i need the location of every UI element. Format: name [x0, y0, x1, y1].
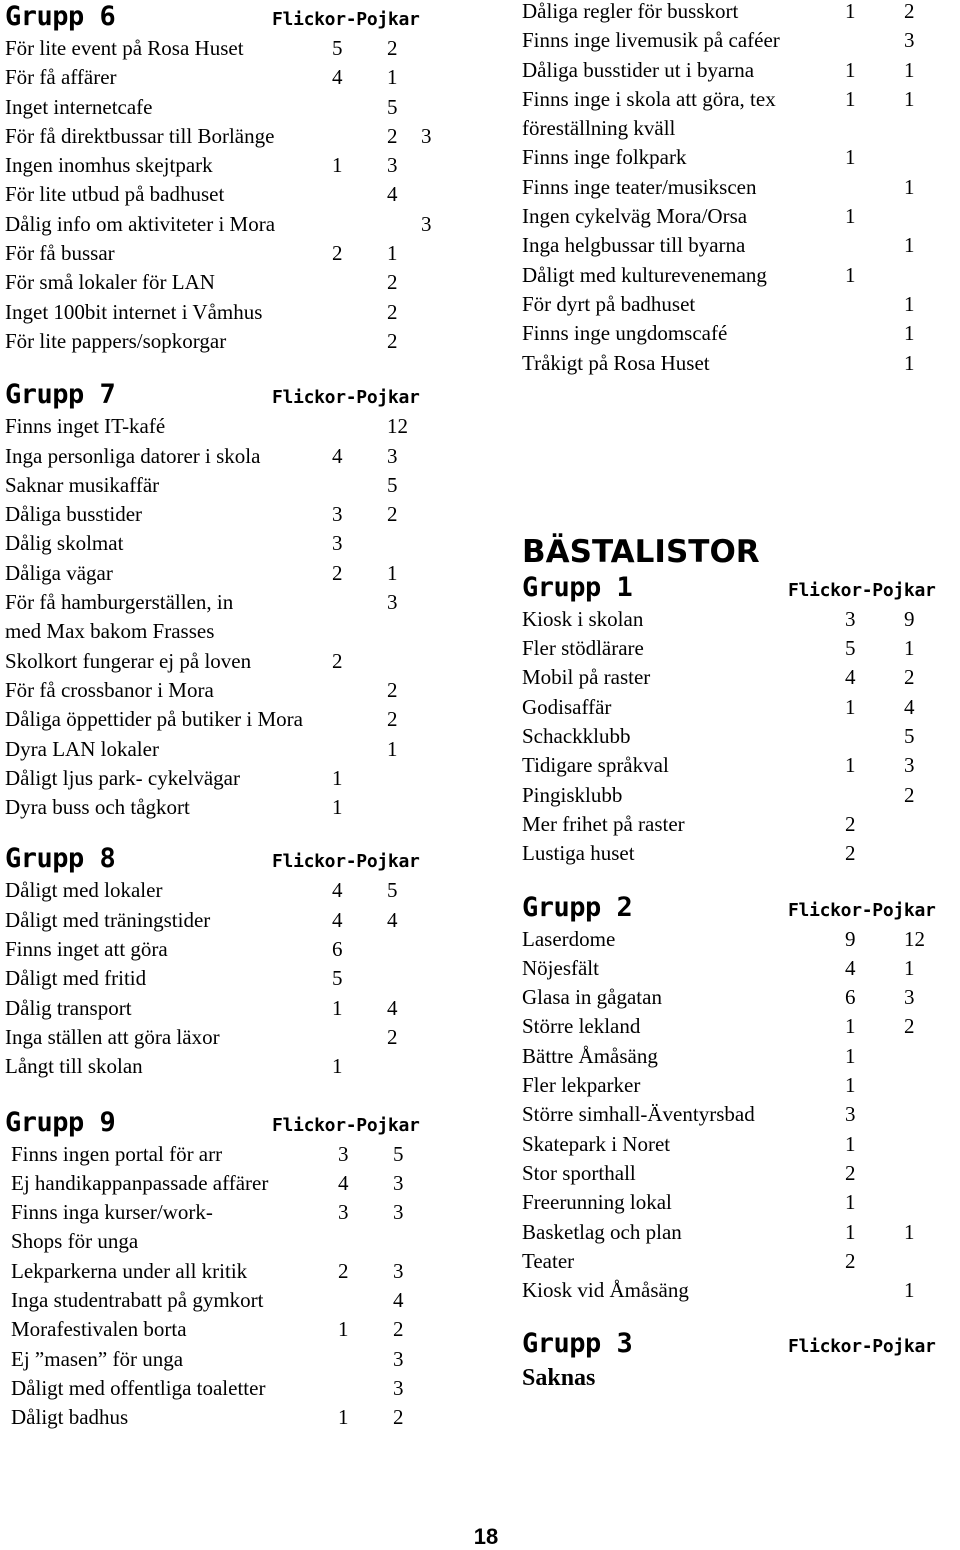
table-row: [5, 1140, 455, 1169]
table-row: [522, 143, 960, 172]
left-column: [5, 0, 455, 1432]
group-header: [5, 842, 455, 876]
count-flickor: 1: [845, 0, 856, 23]
table-row: [5, 1169, 455, 1198]
group-header: [522, 571, 960, 605]
group-block: [5, 0, 455, 356]
table-row: [5, 1227, 455, 1256]
group-note: Saknas: [522, 1365, 596, 1392]
row-label: Dåligt med träningstider: [5, 907, 211, 932]
count-pojkar: 1: [904, 233, 915, 258]
row-label: Shops för unga: [11, 1229, 139, 1254]
bastalistor-heading: BÄSTALISTOR: [522, 533, 760, 570]
table-row: [522, 290, 960, 319]
table-row: [522, 56, 960, 85]
count-flickor: 1: [845, 204, 856, 229]
count-flickor: 5: [332, 966, 343, 991]
count-pojkar: 5: [387, 878, 398, 903]
table-row: [5, 93, 455, 122]
table-row: [5, 705, 455, 734]
table-row: [5, 500, 455, 529]
count-flickor: 1: [332, 765, 343, 790]
row-label: Dåligt med lokaler: [5, 878, 163, 903]
table-row: [5, 1198, 455, 1227]
table-row: [5, 617, 455, 646]
count-flickor: 5: [845, 636, 856, 661]
count-flickor: 2: [845, 1248, 856, 1273]
count-flickor: 2: [845, 841, 856, 866]
count-pojkar: 1: [904, 636, 915, 661]
row-label: Större lekland: [522, 1014, 641, 1039]
table-row: [522, 349, 960, 378]
table-row: [522, 1276, 960, 1305]
group-block: [5, 378, 455, 822]
count-flickor: 4: [332, 443, 343, 468]
table-row: [5, 298, 455, 327]
count-pojkar: 1: [387, 241, 398, 266]
table-row: [522, 26, 960, 55]
count-pojkar: 1: [904, 1219, 915, 1244]
group-title: Grupp 3: [522, 1328, 633, 1360]
row-label: Dåliga regler för busskort: [522, 0, 739, 23]
count-pojkar: 1: [904, 291, 915, 316]
count-pojkar: 4: [904, 694, 915, 719]
count-pojkar: 1: [904, 174, 915, 199]
count-pojkar: 1: [904, 321, 915, 346]
flickor-pojkar-label: Flickor-Pojkar: [272, 1114, 420, 1136]
table-row: [522, 1071, 960, 1100]
row-label: Kiosk i skolan: [522, 606, 644, 631]
group-block: [5, 842, 455, 1081]
row-label: Laserdome: [522, 926, 616, 951]
count-flickor: 4: [332, 65, 343, 90]
count-flickor: 1: [332, 1054, 343, 1079]
count-flickor: 3: [845, 1102, 856, 1127]
table-row: [522, 1188, 960, 1217]
table-row: [5, 63, 455, 92]
row-label: Inga ställen att göra läxor: [5, 1024, 220, 1049]
row-label: Pingisklubb: [522, 782, 623, 807]
count-pojkar: 3: [393, 1200, 404, 1225]
row-label: Ingen inomhus skejtpark: [5, 153, 213, 178]
count-pojkar: 5: [393, 1141, 404, 1166]
table-row: [5, 210, 455, 239]
flickor-pojkar-label: Flickor-Pojkar: [788, 1336, 936, 1358]
row-label: Dåliga öppettider på butiker i Mora: [5, 707, 303, 732]
row-label: Glasa in gågatan: [522, 985, 662, 1010]
row-label: Finns inge folkpark: [522, 145, 687, 170]
table-row: [5, 559, 455, 588]
count-pojkar: 3: [393, 1258, 404, 1283]
table-row: [522, 1100, 960, 1129]
flickor-pojkar-label: Flickor-Pojkar: [272, 387, 420, 409]
table-row: [522, 261, 960, 290]
table-row: [522, 839, 960, 868]
row-label: med Max bakom Frasses: [5, 619, 215, 644]
count-flickor: 1: [845, 145, 856, 170]
row-label: Skolkort fungerar ej på loven: [5, 648, 252, 673]
count-flickor: 4: [338, 1170, 349, 1195]
table-row: [5, 935, 455, 964]
row-label: För dyrt på badhuset: [522, 291, 696, 316]
count-pojkar: 3: [387, 590, 398, 615]
row-label: Finns ingen portal för arr: [11, 1141, 223, 1166]
count-pojkar: 2: [904, 782, 915, 807]
count-pojkar: 3: [387, 443, 398, 468]
count-flickor: 1: [845, 57, 856, 82]
table-row: [5, 764, 455, 793]
row-label: Finns inget att göra: [5, 937, 168, 962]
table-row: [522, 781, 960, 810]
row-label: Godisaffär: [522, 694, 612, 719]
count-flickor: 1: [845, 753, 856, 778]
row-label: Fler lekparker: [522, 1073, 641, 1098]
count-pojkar: 3: [904, 753, 915, 778]
count-pojkar: 2: [393, 1317, 404, 1342]
group-header: [522, 1327, 960, 1361]
table-row: [522, 925, 960, 954]
count-pojkar: 1: [904, 86, 915, 111]
row-label: För få affärer: [5, 65, 117, 90]
count-flickor: 6: [332, 937, 343, 962]
flickor-pojkar-label: Flickor-Pojkar: [788, 579, 936, 601]
count-flickor: 1: [845, 262, 856, 287]
row-label: För lite pappers/sopkorgar: [5, 328, 227, 353]
table-row: [5, 1403, 455, 1432]
count-pojkar: 12: [904, 926, 925, 951]
table-row: [522, 605, 960, 634]
group-header: [5, 378, 455, 412]
table-row: [5, 442, 455, 471]
count-pojkar: 2: [387, 502, 398, 527]
table-row: [522, 954, 960, 983]
flickor-pojkar-label: Flickor-Pojkar: [788, 899, 936, 921]
count-flickor: 4: [845, 665, 856, 690]
count-pojkar: 1: [904, 57, 915, 82]
table-row: [522, 114, 960, 143]
table-row: [522, 634, 960, 663]
row-label: För få bussar: [5, 241, 115, 266]
table-row: [5, 1023, 455, 1052]
count-extra: 3: [421, 211, 432, 236]
count-flickor: 9: [845, 926, 856, 951]
count-pojkar: 5: [387, 94, 398, 119]
count-flickor: 1: [332, 795, 343, 820]
count-pojkar: 1: [387, 736, 398, 761]
row-label: Dåliga busstider: [5, 502, 143, 527]
row-label: Dåligt med kulturevenemang: [522, 262, 767, 287]
count-flickor: 1: [845, 694, 856, 719]
table-row: [522, 0, 960, 26]
table-row: [5, 1345, 455, 1374]
table-row: [522, 202, 960, 231]
row-label: Skatepark i Noret: [522, 1131, 671, 1156]
row-label: För små lokaler för LAN: [5, 270, 215, 295]
table-row: [522, 1247, 960, 1276]
group-title: Grupp 9: [5, 1106, 116, 1138]
count-flickor: 3: [338, 1200, 349, 1225]
table-row: [522, 693, 960, 722]
row-label: Långt till skolan: [5, 1054, 143, 1079]
count-flickor: 1: [332, 153, 343, 178]
table-row: [522, 1159, 960, 1188]
flickor-pojkar-label: Flickor-Pojkar: [272, 851, 420, 873]
row-label: Stor sporthall: [522, 1160, 636, 1185]
count-pojkar: 9: [904, 606, 915, 631]
table-row: [5, 588, 455, 617]
count-flickor: 3: [332, 502, 343, 527]
count-flickor: 4: [845, 955, 856, 980]
table-row: [522, 751, 960, 780]
count-flickor: 2: [845, 1160, 856, 1185]
row-label: Bättre Åmåsäng: [522, 1043, 658, 1068]
row-label: Morafestivalen borta: [11, 1317, 187, 1342]
table-row: [5, 1374, 455, 1403]
group-title: Grupp 7: [5, 379, 116, 411]
table-row: [5, 647, 455, 676]
row-label: Dåliga busstider ut i byarna: [522, 57, 755, 82]
count-flickor: 2: [332, 560, 343, 585]
count-pojkar: 2: [387, 328, 398, 353]
count-pojkar: 3: [904, 985, 915, 1010]
count-pojkar: 5: [387, 472, 398, 497]
table-row: [522, 319, 960, 348]
group-block: [522, 891, 960, 1306]
row-label: Saknar musikaffär: [5, 472, 160, 497]
row-label: För lite utbud på badhuset: [5, 182, 225, 207]
row-label: Mer frihet på raster: [522, 811, 685, 836]
count-pojkar: 12: [387, 414, 408, 439]
count-flickor: 1: [845, 1131, 856, 1156]
count-pojkar: 2: [387, 270, 398, 295]
count-pojkar: 2: [387, 299, 398, 324]
count-pojkar: 5: [904, 724, 915, 749]
count-pojkar: 1: [904, 1278, 915, 1303]
table-row: [5, 1315, 455, 1344]
count-pojkar: 2: [904, 0, 915, 23]
count-flickor: 1: [338, 1405, 349, 1430]
count-flickor: 1: [845, 1014, 856, 1039]
count-pojkar: 3: [393, 1346, 404, 1371]
row-label: Kiosk vid Åmåsäng: [522, 1278, 689, 1303]
row-label: Finns inge livemusik på caféer: [522, 28, 780, 53]
table-row: [5, 122, 455, 151]
row-label: För få hamburgerställen, in: [5, 590, 234, 615]
count-flickor: 1: [845, 1219, 856, 1244]
count-pojkar: 2: [387, 36, 398, 60]
table-row: [5, 34, 455, 63]
table-row: [5, 676, 455, 705]
group-title: Grupp 2: [522, 891, 633, 923]
row-label: Dyra LAN lokaler: [5, 736, 159, 761]
row-label: Freerunning lokal: [522, 1190, 672, 1215]
row-label: Finns inga kurser/work-: [11, 1200, 213, 1225]
table-row: [5, 964, 455, 993]
row-label: Ingen cykelväg Mora/Orsa: [522, 204, 748, 229]
table-row: [522, 983, 960, 1012]
group-header: [5, 0, 455, 34]
count-flickor: 1: [845, 1073, 856, 1098]
row-label: Inget 100bit internet i Våmhus: [5, 299, 263, 324]
group-header: [522, 891, 960, 925]
count-flickor: 2: [845, 811, 856, 836]
table-row: [5, 994, 455, 1023]
group-block: [522, 1327, 960, 1395]
table-row: [522, 1218, 960, 1247]
page-number: 18: [473, 1524, 499, 1549]
row-label: Dålig info om aktiviteter i Mora: [5, 211, 276, 236]
table-row: [522, 1042, 960, 1071]
table-row: [522, 810, 960, 839]
row-label: Ej handikappanpassade affärer: [11, 1170, 269, 1195]
table-row: [5, 906, 455, 935]
group-title: Grupp 6: [5, 1, 116, 32]
table-row: [5, 327, 455, 356]
count-pojkar: 4: [387, 995, 398, 1020]
count-pojkar: 2: [904, 665, 915, 690]
group-block: [522, 571, 960, 869]
row-label: föreställning kväll: [522, 116, 676, 141]
group-block: [5, 1106, 455, 1433]
count-pojkar: 3: [904, 28, 915, 53]
count-pojkar: 1: [387, 560, 398, 585]
count-pojkar: 1: [904, 350, 915, 375]
count-pojkar: 2: [387, 707, 398, 732]
row-label: Finns inge teater/musikscen: [522, 174, 757, 199]
count-flickor: 1: [845, 1043, 856, 1068]
row-label: Tråkigt på Rosa Huset: [522, 350, 710, 375]
count-flickor: 4: [332, 907, 343, 932]
table-row: [5, 529, 455, 558]
row-label: Inga helgbussar till byarna: [522, 233, 746, 258]
row-label: Dålig skolmat: [5, 531, 124, 556]
count-flickor: 4: [332, 878, 343, 903]
row-label: Dålig transport: [5, 995, 132, 1020]
row-label: Större simhall-Äventyrsbad: [522, 1102, 755, 1127]
count-pojkar: 2: [387, 123, 398, 148]
count-flickor: 6: [845, 985, 856, 1010]
row-label: Tidigare språkval: [522, 753, 669, 778]
table-row: [522, 663, 960, 692]
count-pojkar: 2: [904, 1014, 915, 1039]
row-label: Dåligt ljus park- cykelvägar: [5, 765, 240, 790]
row-label: Lustiga huset: [522, 841, 635, 866]
table-row: [5, 1052, 455, 1081]
group-header: [5, 1106, 455, 1140]
flickor-pojkar-label: Flickor-Pojkar: [272, 9, 420, 30]
row-label: Dåligt badhus: [11, 1405, 129, 1430]
table-row: [5, 735, 455, 764]
count-pojkar: 1: [904, 955, 915, 980]
row-label: Finns inge i skola att göra, tex: [522, 86, 776, 111]
table-row: [5, 268, 455, 297]
row-label: Dåligt med offentliga toaletter: [11, 1375, 266, 1400]
count-pojkar: 2: [393, 1405, 404, 1430]
count-pojkar: 3: [393, 1170, 404, 1195]
table-row: [5, 1257, 455, 1286]
count-pojkar: 2: [387, 677, 398, 702]
row-label: Inga studentrabatt på gymkort: [11, 1287, 264, 1312]
table-row: [522, 85, 960, 114]
count-flickor: 2: [338, 1258, 349, 1283]
row-label: Lekparkerna under all kritik: [11, 1258, 248, 1283]
count-flickor: 1: [338, 1317, 349, 1342]
table-row: [5, 1286, 455, 1315]
table-row: [5, 876, 455, 905]
row-label: Inget internetcafe: [5, 94, 153, 119]
group-title: Grupp 1: [522, 571, 633, 603]
count-flickor: 2: [332, 648, 343, 673]
count-flickor: 3: [338, 1141, 349, 1166]
table-row: [5, 412, 455, 441]
row-label: För få direktbussar till Borlänge: [5, 123, 275, 148]
table-row: [522, 722, 960, 751]
row-label: Dyra buss och tågkort: [5, 795, 190, 820]
count-flickor: 1: [845, 86, 856, 111]
right-column: [522, 0, 960, 1395]
table-row: [522, 1012, 960, 1041]
count-flickor: 2: [332, 241, 343, 266]
table-row: [522, 231, 960, 260]
row-label: Mobil på raster: [522, 665, 651, 690]
row-label: Fler stödlärare: [522, 636, 644, 661]
count-pojkar: 2: [387, 1024, 398, 1049]
row-label: För lite event på Rosa Huset: [5, 36, 244, 60]
table-row: [5, 471, 455, 500]
count-flickor: 3: [332, 531, 343, 556]
count-flickor: 1: [845, 1190, 856, 1215]
count-pojkar: 3: [387, 153, 398, 178]
count-pojkar: 4: [393, 1287, 404, 1312]
count-flickor: 1: [332, 995, 343, 1020]
row-label: Basketlag och plan: [522, 1219, 682, 1244]
table-row: [5, 180, 455, 209]
row-label: Nöjesfält: [522, 955, 599, 980]
table-row: [522, 173, 960, 202]
count-extra: 3: [421, 123, 432, 148]
row-label: Inga personliga datorer i skola: [5, 443, 261, 468]
row-label: Dåliga vägar: [5, 560, 113, 585]
table-row: [5, 151, 455, 180]
row-label: Schackklubb: [522, 724, 631, 749]
count-pojkar: 3: [393, 1375, 404, 1400]
continued-list: [522, 0, 960, 378]
group-title: Grupp 8: [5, 843, 116, 875]
row-label: Teater: [522, 1248, 575, 1273]
count-flickor: 5: [332, 36, 343, 60]
row-label: Dåligt med fritid: [5, 966, 147, 991]
table-row: [522, 1130, 960, 1159]
count-pojkar: 4: [387, 907, 398, 932]
row-label: Finns inget IT-kafé: [5, 414, 166, 439]
table-row: [5, 793, 455, 822]
table-row: [5, 239, 455, 268]
row-label: Ej ”masen” för unga: [11, 1346, 184, 1371]
row-label: Finns inge ungdomscafé: [522, 321, 728, 346]
count-pojkar: 4: [387, 182, 398, 207]
row-label: För få crossbanor i Mora: [5, 677, 214, 702]
count-flickor: 3: [845, 606, 856, 631]
count-pojkar: 1: [387, 65, 398, 90]
